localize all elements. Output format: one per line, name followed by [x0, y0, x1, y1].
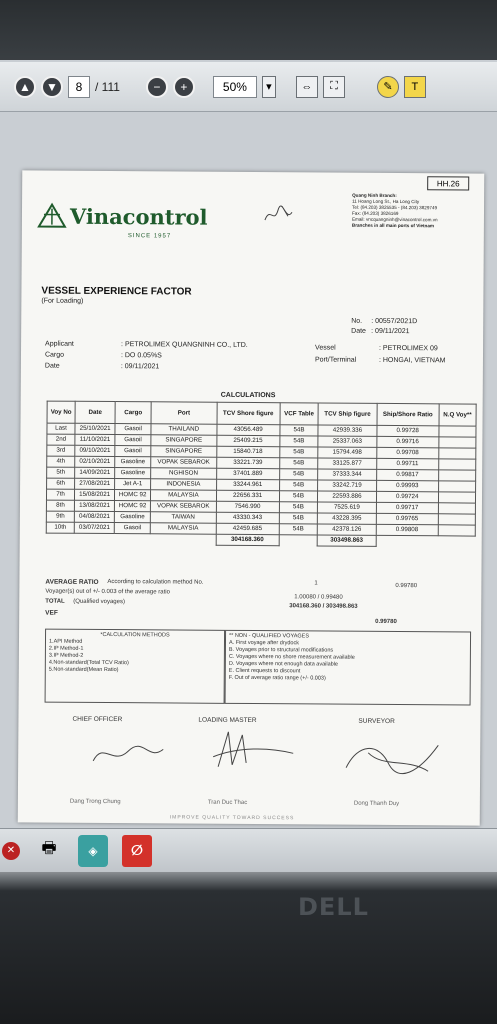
totals-row	[46, 533, 475, 547]
surveyor-label: SURVEYOR	[358, 717, 395, 726]
table-cell: 15840.718	[216, 446, 279, 457]
branch-network: Branches in all main ports of Vietnam	[351, 222, 435, 229]
table-cell: 27/08/2021	[75, 478, 115, 489]
list-item: 2.IP Method-1	[48, 645, 84, 652]
table-cell: 54B	[279, 458, 318, 469]
avg-note: According to calculation method No.	[107, 578, 204, 586]
chief-officer-name: Dang Trong Chung	[69, 798, 121, 806]
table-cell: 33242.719	[318, 480, 376, 491]
applicant-label: Applicant	[45, 340, 74, 348]
zoom-out-button[interactable]	[146, 76, 168, 98]
surveyor-name: Dong Thanh Duy	[353, 800, 400, 808]
table-cell	[438, 492, 475, 503]
table-cell: 54B	[279, 469, 318, 480]
avg-label: AVERAGE RATIO	[45, 578, 99, 586]
branch-name: Quang Ninh Branch:	[352, 192, 397, 199]
total-shore-cell: 304168.360	[216, 534, 279, 545]
minus-circle-icon: −	[153, 79, 161, 94]
table-cell: 42378.126	[318, 524, 376, 535]
table-cell: MALAYSIA	[150, 523, 215, 534]
zoom-level-select[interactable]: 50%	[213, 76, 257, 98]
table-cell: Gasoil	[115, 446, 151, 457]
port-label: Port/Terminal	[314, 356, 357, 364]
fit-width-icon[interactable]: ⇔	[296, 76, 318, 98]
table-cell: 4th	[47, 456, 75, 467]
loading-master-label: LOADING MASTER	[198, 716, 257, 725]
voyagers-label: Voyager(s) out of +/- 0.003 of the average ratio	[45, 588, 170, 596]
total-ship-cell: 303498.863	[317, 535, 375, 546]
table-cell: NGHISON	[151, 468, 216, 479]
table-cell: 8th	[46, 500, 74, 511]
logo-text: Vinacontrol	[69, 203, 208, 230]
table-cell: 9th	[46, 511, 74, 522]
chief-officer-label: CHIEF OFFICER	[72, 715, 123, 724]
vessel-value: : PETROLIMEX 09	[379, 344, 438, 353]
no-label: No.	[351, 317, 363, 325]
table-cell: 11/10/2021	[75, 434, 115, 445]
vef-value: 0.99780	[375, 618, 397, 626]
table-cell: TAIWAN	[150, 512, 215, 523]
table-cell: 2nd	[47, 434, 75, 445]
list-item: 4.Non-standard(Total TCV Ratio)	[48, 659, 129, 667]
table-cell	[438, 503, 475, 514]
branch-fax: Fax: (84.203) 3826169	[351, 210, 399, 217]
table-cell: 15794.498	[318, 447, 376, 458]
table-body	[46, 423, 476, 547]
calculations-heading: CALCULATIONS	[220, 391, 276, 400]
table-cell: 25409.215	[216, 435, 279, 446]
table-cell: 6th	[47, 478, 75, 489]
table-cell: 54B	[279, 447, 318, 458]
table-cell: 25/10/2021	[75, 423, 115, 434]
list-item: E. Client requests to discount	[228, 667, 301, 675]
highlight-icon[interactable]: T	[404, 76, 426, 98]
page-up-icon[interactable]: ▲	[14, 76, 36, 98]
table-cell: 02/10/2021	[75, 456, 115, 467]
table-cell: 25337.063	[318, 436, 376, 447]
avg-value: 0.99780	[395, 583, 418, 590]
port-value: : HONGAI, VIETNAM	[378, 356, 446, 365]
table-cell: Last	[47, 423, 75, 434]
pdf-toolbar	[0, 62, 497, 112]
table-cell: 54B	[280, 425, 319, 436]
chevron-down-icon[interactable]: ▾	[262, 76, 276, 98]
table-cell: 7546.990	[216, 501, 279, 512]
list-item: B. Voyages prior to structural modifications	[228, 646, 334, 654]
page-number-input[interactable]: 8	[68, 76, 90, 98]
applicant-value: : PETROLIMEX QUANGNINH CO., LTD.	[121, 341, 248, 349]
table-cell: 42939.336	[318, 425, 376, 436]
blank-cell	[279, 535, 318, 546]
table-cell: 15/08/2021	[75, 489, 115, 500]
footer-slogan: IMPROVE QUALITY TOWARD SUCCESS	[169, 814, 295, 822]
date-label: Date	[351, 327, 366, 335]
voyagers-value: 1.00080 / 0.99480	[294, 594, 343, 601]
total-value: 304168.360 / 303498.863	[289, 603, 358, 610]
table-cell: 14/09/2021	[75, 467, 115, 478]
table-cell: HOMC 92	[115, 490, 151, 501]
table-cell: 13/08/2021	[75, 500, 115, 511]
column-header: Voy No	[47, 401, 75, 423]
table-cell: 33221.739	[216, 457, 279, 468]
table-cell: 54B	[279, 524, 318, 535]
table-cell: Gasoil	[115, 435, 151, 446]
table-header-row	[47, 401, 476, 426]
table-cell: 0.99993	[376, 480, 438, 491]
branch-info	[352, 193, 482, 230]
table-cell: 10th	[46, 522, 74, 533]
list-item: C. Voyages where no shore measurement available	[228, 653, 355, 661]
table-cell: 54B	[279, 491, 318, 502]
nq-title: ** NON - QUALIFIED VOYAGES	[229, 632, 310, 640]
branch-email: Email: vncquangninh@vinacontrol.com.vn	[351, 216, 438, 223]
table-cell: 37333.344	[318, 469, 376, 480]
table-cell: 22656.331	[216, 490, 279, 501]
table-cell: 43056.489	[216, 424, 279, 435]
table-cell: 54B	[279, 502, 318, 513]
calculations-table	[46, 401, 477, 548]
column-header: TCV Ship figure	[318, 403, 376, 425]
total-label: TOTAL	[45, 598, 65, 605]
table-cell: 54B	[279, 480, 318, 491]
document-subtitle: (For Loading)	[41, 297, 84, 305]
app-icon[interactable]: ◈	[78, 835, 108, 867]
table-cell: 3rd	[47, 445, 75, 456]
date2-value: : 09/11/2021	[120, 363, 160, 371]
table-cell	[438, 470, 475, 481]
nq-list	[229, 640, 467, 684]
table-cell: THAILAND	[151, 424, 216, 435]
comment-icon[interactable]: ✎	[377, 76, 399, 98]
page-down-icon[interactable]: ▼	[41, 76, 63, 98]
calculation-methods-box	[45, 629, 226, 704]
table-cell: 22593.886	[318, 491, 376, 502]
cargo-value: : DO 0.05%S	[120, 352, 162, 360]
table-cell: Gasoil	[115, 424, 151, 435]
table-cell: 43330.343	[216, 512, 279, 523]
table-cell: 0.99717	[376, 502, 438, 513]
table-cell: VOPAK SEBAROK	[151, 457, 216, 468]
table-cell: 0.99711	[376, 458, 438, 469]
table-cell: 37401.889	[216, 468, 279, 479]
total-note: (Qualified voyages)	[73, 598, 125, 606]
loading-master-name: Tran Duc Thac	[207, 799, 248, 806]
list-item: 1.API Method	[48, 638, 83, 645]
table-cell: 33244.961	[216, 479, 279, 490]
table-cell	[439, 448, 476, 459]
no-value: : 00557/2021D	[371, 317, 418, 326]
table-cell: 43228.395	[318, 513, 376, 524]
table-cell: 0.99724	[376, 491, 438, 502]
list-item: F. Out of average ratio range (+/- 0.003)	[228, 674, 326, 682]
list-item: 3.IP Method-2	[48, 652, 84, 659]
table-cell	[438, 514, 475, 525]
vef-label: VEF	[45, 609, 58, 617]
list-item: 5.Non-standard(Mean Ratio)	[48, 666, 119, 674]
chief-officer-signature	[88, 731, 168, 772]
vessel-label: Vessel	[315, 344, 336, 352]
plus-circle-icon: +	[180, 79, 188, 94]
table-cell: 09/10/2021	[75, 445, 115, 456]
branch-tel: Tel: (84.203) 3825535 - (84.203) 3829749	[352, 204, 438, 211]
table-cell: 7th	[46, 489, 74, 500]
date2-label: Date	[44, 362, 60, 370]
column-header: VCF Table	[280, 403, 319, 425]
table-cell: Gasoline	[115, 468, 151, 479]
column-header: Date	[75, 401, 115, 423]
table-cell: MALAYSIA	[151, 490, 216, 501]
table-cell: 0.99728	[376, 425, 438, 436]
table-cell	[439, 426, 476, 437]
table-cell: SINGAPORE	[151, 435, 216, 446]
column-header: N.Q Voy**	[439, 404, 476, 426]
vinacontrol-scale-logo	[37, 202, 67, 228]
table-cell: Jet A-1	[115, 479, 151, 490]
list-item: D. Voyages where not enough data available	[228, 660, 339, 668]
zoom-in-button[interactable]	[173, 76, 195, 98]
pdf-page	[18, 170, 485, 825]
close-icon[interactable]: ✕	[2, 842, 20, 860]
table-cell: 7525.619	[318, 502, 376, 513]
table-cell: 5th	[47, 467, 75, 478]
table-cell: Gasoline	[115, 457, 151, 468]
handwritten-initials	[262, 202, 302, 228]
table-cell	[439, 459, 476, 470]
date-value: : 09/11/2021	[371, 327, 410, 336]
table-cell: 0.99808	[376, 524, 438, 535]
column-header: Cargo	[115, 402, 151, 424]
methods-title: *CALCULATION METHODS	[100, 631, 170, 639]
surveyor-signature	[338, 733, 448, 784]
form-code: HH.26	[427, 176, 469, 190]
table-cell	[439, 437, 476, 448]
loading-master-signature	[208, 727, 298, 778]
blank-cell	[376, 535, 476, 547]
table-cell: 54B	[279, 513, 318, 524]
table-cell: SINGAPORE	[151, 446, 216, 457]
table-cell: 42459.685	[216, 523, 279, 534]
branch-address: 11 Hoang Long St., Ha Long City	[352, 198, 420, 205]
table-cell: Gasoline	[114, 512, 150, 523]
printer-icon[interactable]: 🖶	[41, 840, 57, 857]
column-header: TCV Shore figure	[217, 402, 280, 424]
blank-cell	[46, 533, 216, 545]
column-header: Ship/Shore Ratio	[377, 403, 439, 425]
document-title: VESSEL EXPERIENCE FACTOR	[41, 285, 192, 298]
table-cell: 03/07/2021	[74, 522, 114, 533]
taskbar	[0, 828, 497, 872]
cargo-label: Cargo	[44, 351, 65, 359]
acrobat-icon[interactable]: ⵁ	[122, 835, 152, 867]
table-cell: 0.99708	[376, 447, 438, 458]
table-cell: VOPAK SEBAROK	[151, 501, 216, 512]
table-cell: 0.99817	[376, 469, 438, 480]
table-cell: Gasoil	[114, 523, 150, 534]
fit-page-icon[interactable]: ⛶	[323, 76, 345, 98]
methods-list	[49, 639, 221, 675]
monitor-brand-logo: DELL	[298, 893, 369, 921]
table-cell: 54B	[280, 436, 319, 447]
logo-since: SINCE 1957	[127, 233, 172, 240]
page-total: / 111	[95, 79, 120, 94]
column-header: Port	[151, 402, 217, 424]
list-item: A. First voyage after drydock	[228, 639, 300, 647]
table-cell: 33125.877	[318, 458, 376, 469]
table-cell	[438, 525, 475, 536]
table-cell: HOMC 92	[115, 501, 151, 512]
table-cell: 04/08/2021	[74, 511, 114, 522]
table-cell: 0.99716	[376, 436, 438, 447]
table-cell: INDONESIA	[151, 479, 216, 490]
table-cell: 0.99765	[376, 513, 438, 524]
table-cell	[438, 481, 475, 492]
non-qualified-box	[225, 630, 472, 706]
avg-method: 1	[314, 580, 318, 587]
